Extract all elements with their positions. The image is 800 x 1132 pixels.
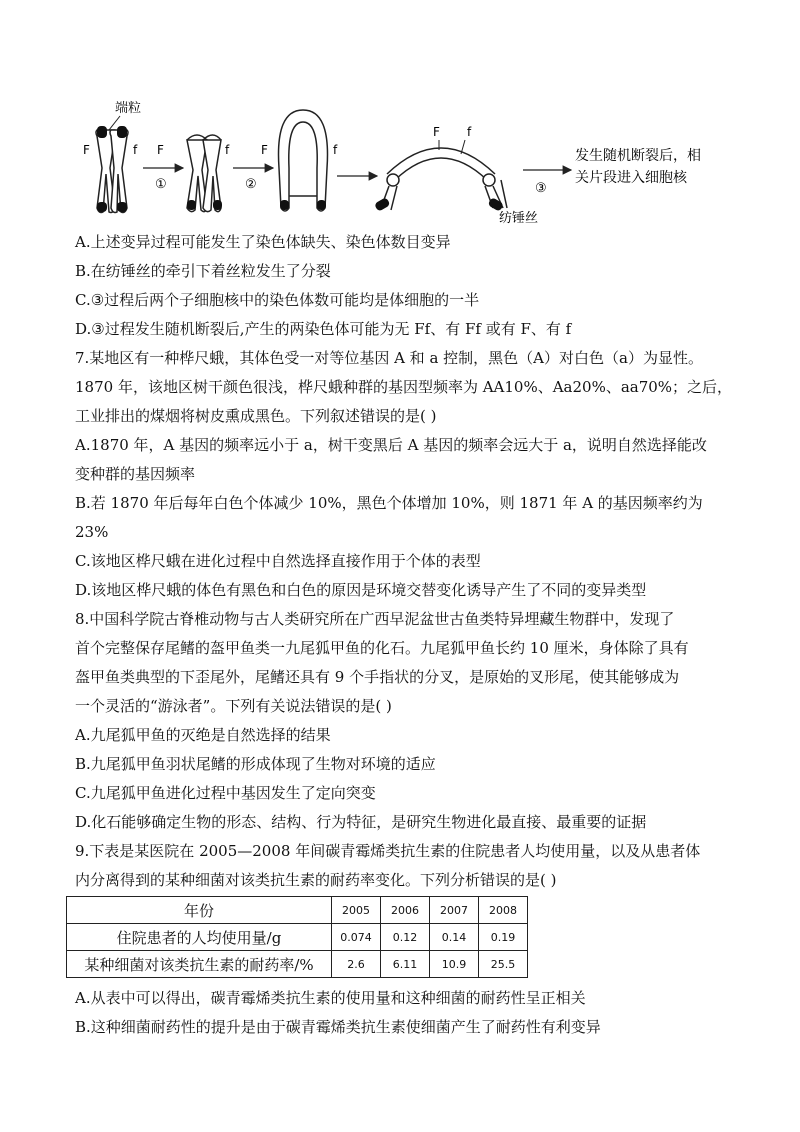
- text-line: 变种群的基因频率: [75, 465, 196, 483]
- diagram-caption-line-1: 发生随机断裂后，相: [575, 148, 701, 164]
- chromosome-1: [96, 126, 128, 213]
- step-2: ②: [245, 177, 257, 192]
- table-cell: 2008: [479, 897, 528, 924]
- table-cell: 25.5: [479, 951, 528, 978]
- question-text: [75, 228, 745, 895]
- text-line: 首个完整保存尾鳍的盔甲鱼类一九尾狐甲鱼的化石。九尾狐甲鱼长约 10 厘米，身体除了具有: [75, 639, 689, 657]
- table-cell: 2.6: [332, 951, 381, 978]
- chromosome-diagram: [75, 96, 701, 226]
- diagram-caption-line-2: 关片段进入细胞核: [575, 170, 687, 186]
- label-spindle: 纺锤丝: [499, 211, 539, 226]
- label-f-2: f: [225, 143, 230, 157]
- chromosome-2: [187, 135, 222, 212]
- text-line: C.该地区桦尺蛾在进化过程中自然选择直接作用于个体的表型: [75, 552, 481, 570]
- table-cell: 0.19: [479, 924, 528, 951]
- text-line: B.九尾狐甲鱼羽状尾鳍的形成体现了生物对环境的适应: [75, 755, 436, 773]
- text-line: A.上述变异过程可能发生了染色体缺失、染色体数目变异: [75, 233, 451, 251]
- table-cell: 6.11: [381, 951, 430, 978]
- table-row: [67, 951, 528, 978]
- text-line: C.九尾狐甲鱼进化过程中基因发生了定向突变: [75, 784, 376, 802]
- text-line: 内分离得到的某种细菌对该类抗生素的耐药率变化。下列分析错误的是( ): [75, 871, 557, 889]
- text-line: B.在纺锤丝的牵引下着丝粒发生了分裂: [75, 262, 331, 280]
- step-3: ③: [535, 181, 547, 196]
- table-cell: 0.14: [430, 924, 479, 951]
- table-cell: 某种细菌对该类抗生素的耐药率/%: [67, 951, 332, 978]
- text-line: 盔甲鱼类典型的下歪尾外，尾鳍还具有 9 个手指状的分叉，是原始的叉形尾，使其能够成为: [75, 668, 680, 686]
- label-f-4: f: [467, 125, 472, 139]
- label-F-4: F: [433, 125, 440, 139]
- text-line: 7.某地区有一种桦尺蛾，其体色受一对等位基因 A 和 a 控制，黑色（A）对白色（a）为显性。: [75, 349, 703, 367]
- text-line: D.该地区桦尺蛾的体色有黑色和白色的原因是环境交替变化诱导产生了不同的变异类型: [75, 581, 647, 599]
- text-line: 一个灵活的“游泳者”。下列有关说法错误的是( ): [75, 697, 392, 715]
- label-F-1: F: [83, 143, 90, 157]
- text-line: C.③过程后两个子细胞核中的染色体数可能均是体细胞的一半: [75, 291, 480, 309]
- label-f-1: f: [133, 143, 138, 157]
- antibiotic-table: [66, 896, 528, 978]
- text-line: B.这种细菌耐药性的提升是由于碳青霉烯类抗生素使细菌产生了耐药性有利变异: [75, 1018, 601, 1036]
- text-line: 工业排出的煤烟将树皮熏成黑色。下列叙述错误的是( ): [75, 407, 437, 425]
- text-line: A.从表中可以得出，碳青霉烯类抗生素的使用量和这种细菌的耐药性呈正相关: [75, 989, 586, 1007]
- text-line: A.九尾狐甲鱼的灭绝是自然选择的结果: [75, 726, 331, 744]
- label-f-3: f: [333, 143, 338, 157]
- text-line: D.化石能够确定生物的形态、结构、行为特征，是研究生物进化最直接、最重要的证据: [75, 813, 647, 831]
- text-line: A.1870 年，A 基因的频率远小于 a，树干变黑后 A 基因的频率会远大于 a，说明自然选择能改: [75, 436, 707, 454]
- table-cell: 10.9: [430, 951, 479, 978]
- step-1: ①: [155, 177, 167, 192]
- text-line: 8.中国科学院古脊椎动物与古人类研究所在广西早泥盆世古鱼类特异埋藏生物群中，发现了: [75, 610, 675, 628]
- label-telomere: 端粒: [115, 101, 142, 116]
- text-line: D.③过程发生随机断裂后,产生的两染色体可能为无 Ff、有 Ff 或有 F、有 f: [75, 320, 572, 338]
- table-cell: 2007: [430, 897, 479, 924]
- table-cell: 0.12: [381, 924, 430, 951]
- table-row: [67, 897, 528, 924]
- label-F-2: F: [157, 143, 164, 157]
- table-cell: 2006: [381, 897, 430, 924]
- text-line: 1870 年，该地区树干颜色很浅，桦尺蛾种群的基因型频率为 AA10%、Aa20%、aa70%；之后，: [75, 378, 733, 396]
- table-cell: 年份: [67, 897, 332, 924]
- table-cell: 2005: [332, 897, 381, 924]
- table-cell: 0.074: [332, 924, 381, 951]
- text-line: 23%: [75, 523, 109, 541]
- label-F-3: F: [261, 143, 268, 157]
- question-options: [75, 984, 745, 1042]
- table-cell: 住院患者的人均使用量/g: [67, 924, 332, 951]
- chromosome-3: [279, 110, 328, 211]
- text-line: B.若 1870 年后每年白色个体减少 10%，黑色个体增加 10%，则 1871 年 A 的基因频率约为: [75, 494, 703, 512]
- text-line: 9.下表是某医院在 2005—2008 年间碳青霉烯类抗生素的住院患者人均使用量，以及从患者体: [75, 842, 701, 860]
- table-row: [67, 924, 528, 951]
- chromosome-bridge: [374, 148, 507, 212]
